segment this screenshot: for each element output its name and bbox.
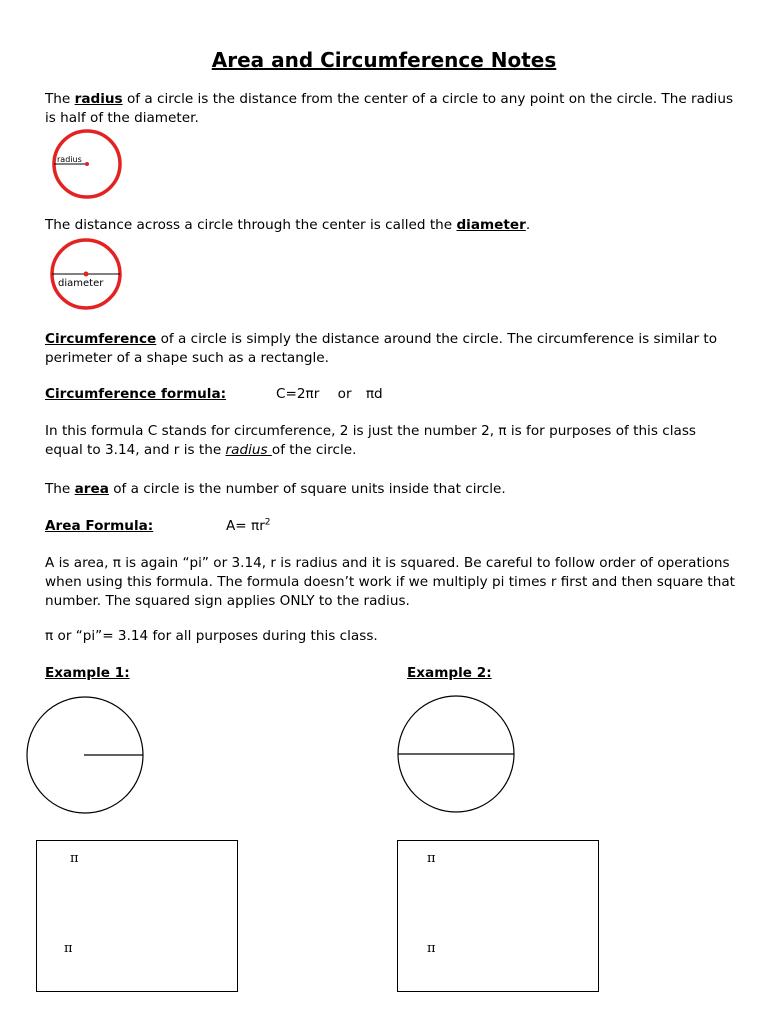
radius-paragraph: The radius of a circle is the distance from the center of a circle to any point on the circle. The radius is half of the diameter. [45,91,734,126]
area-paragraph: The area of a circle is the number of square units inside that circle. [45,481,506,497]
diameter-diagram [46,236,126,314]
diameter-paragraph: The distance across a circle through the center is called the diameter. [45,217,531,233]
diameter-label: diameter [58,278,104,289]
example-1-label: Example 1: [45,665,130,681]
radius-term: radius [74,91,123,107]
page-title: Area and Circumference Notes [211,48,557,72]
area-formula: $A= \pi r^2$ [226,517,271,534]
pi-symbol: π [64,941,73,956]
example-1-circle [24,695,148,819]
center-dot [85,162,89,166]
example-2-answer-box [397,840,599,992]
circumference-paragraph: Circumference of a circle is simply the distance around the circle. The circumference is similar to perimeter of a shape such as a rectangle. [45,331,718,366]
radius-label: radius [57,155,82,164]
pi-symbol: π [427,941,436,956]
pi-symbol: π [427,851,436,866]
radius-diagram [48,128,124,202]
circumference-formula: C=2πr or πd [276,386,383,402]
formula-explanation: In this formula C stands for circumference, 2 is just the number 2, π is for purposes of this class equal to 3.14, and r is the radius of the circle. [45,423,696,458]
area-explanation: A is area, π is again “pi” or 3.14, r is radius and it is squared. Be careful to follow order of operations when using this formula. The formula doesn’t work if we multiply pi times r first and then square that number. The squared sign applies ONLY to the radius. [45,555,736,609]
example-1-answer-box [36,840,238,992]
example-2-label: Example 2: [407,665,492,681]
area-term: area [74,481,109,497]
area-formula-label: Area Formula: [45,518,154,534]
diameter-term: diameter [456,217,526,233]
center-dot [84,272,89,277]
radius-emphasis: radius [225,442,272,458]
pi-note: π or “pi”= 3.14 for all purposes during this class. [45,628,378,644]
circumference-term: Circumference [45,331,157,347]
circumference-formula-label: Circumference formula: [45,386,227,402]
example-2-circle [395,694,519,818]
pi-symbol: π [70,851,79,866]
